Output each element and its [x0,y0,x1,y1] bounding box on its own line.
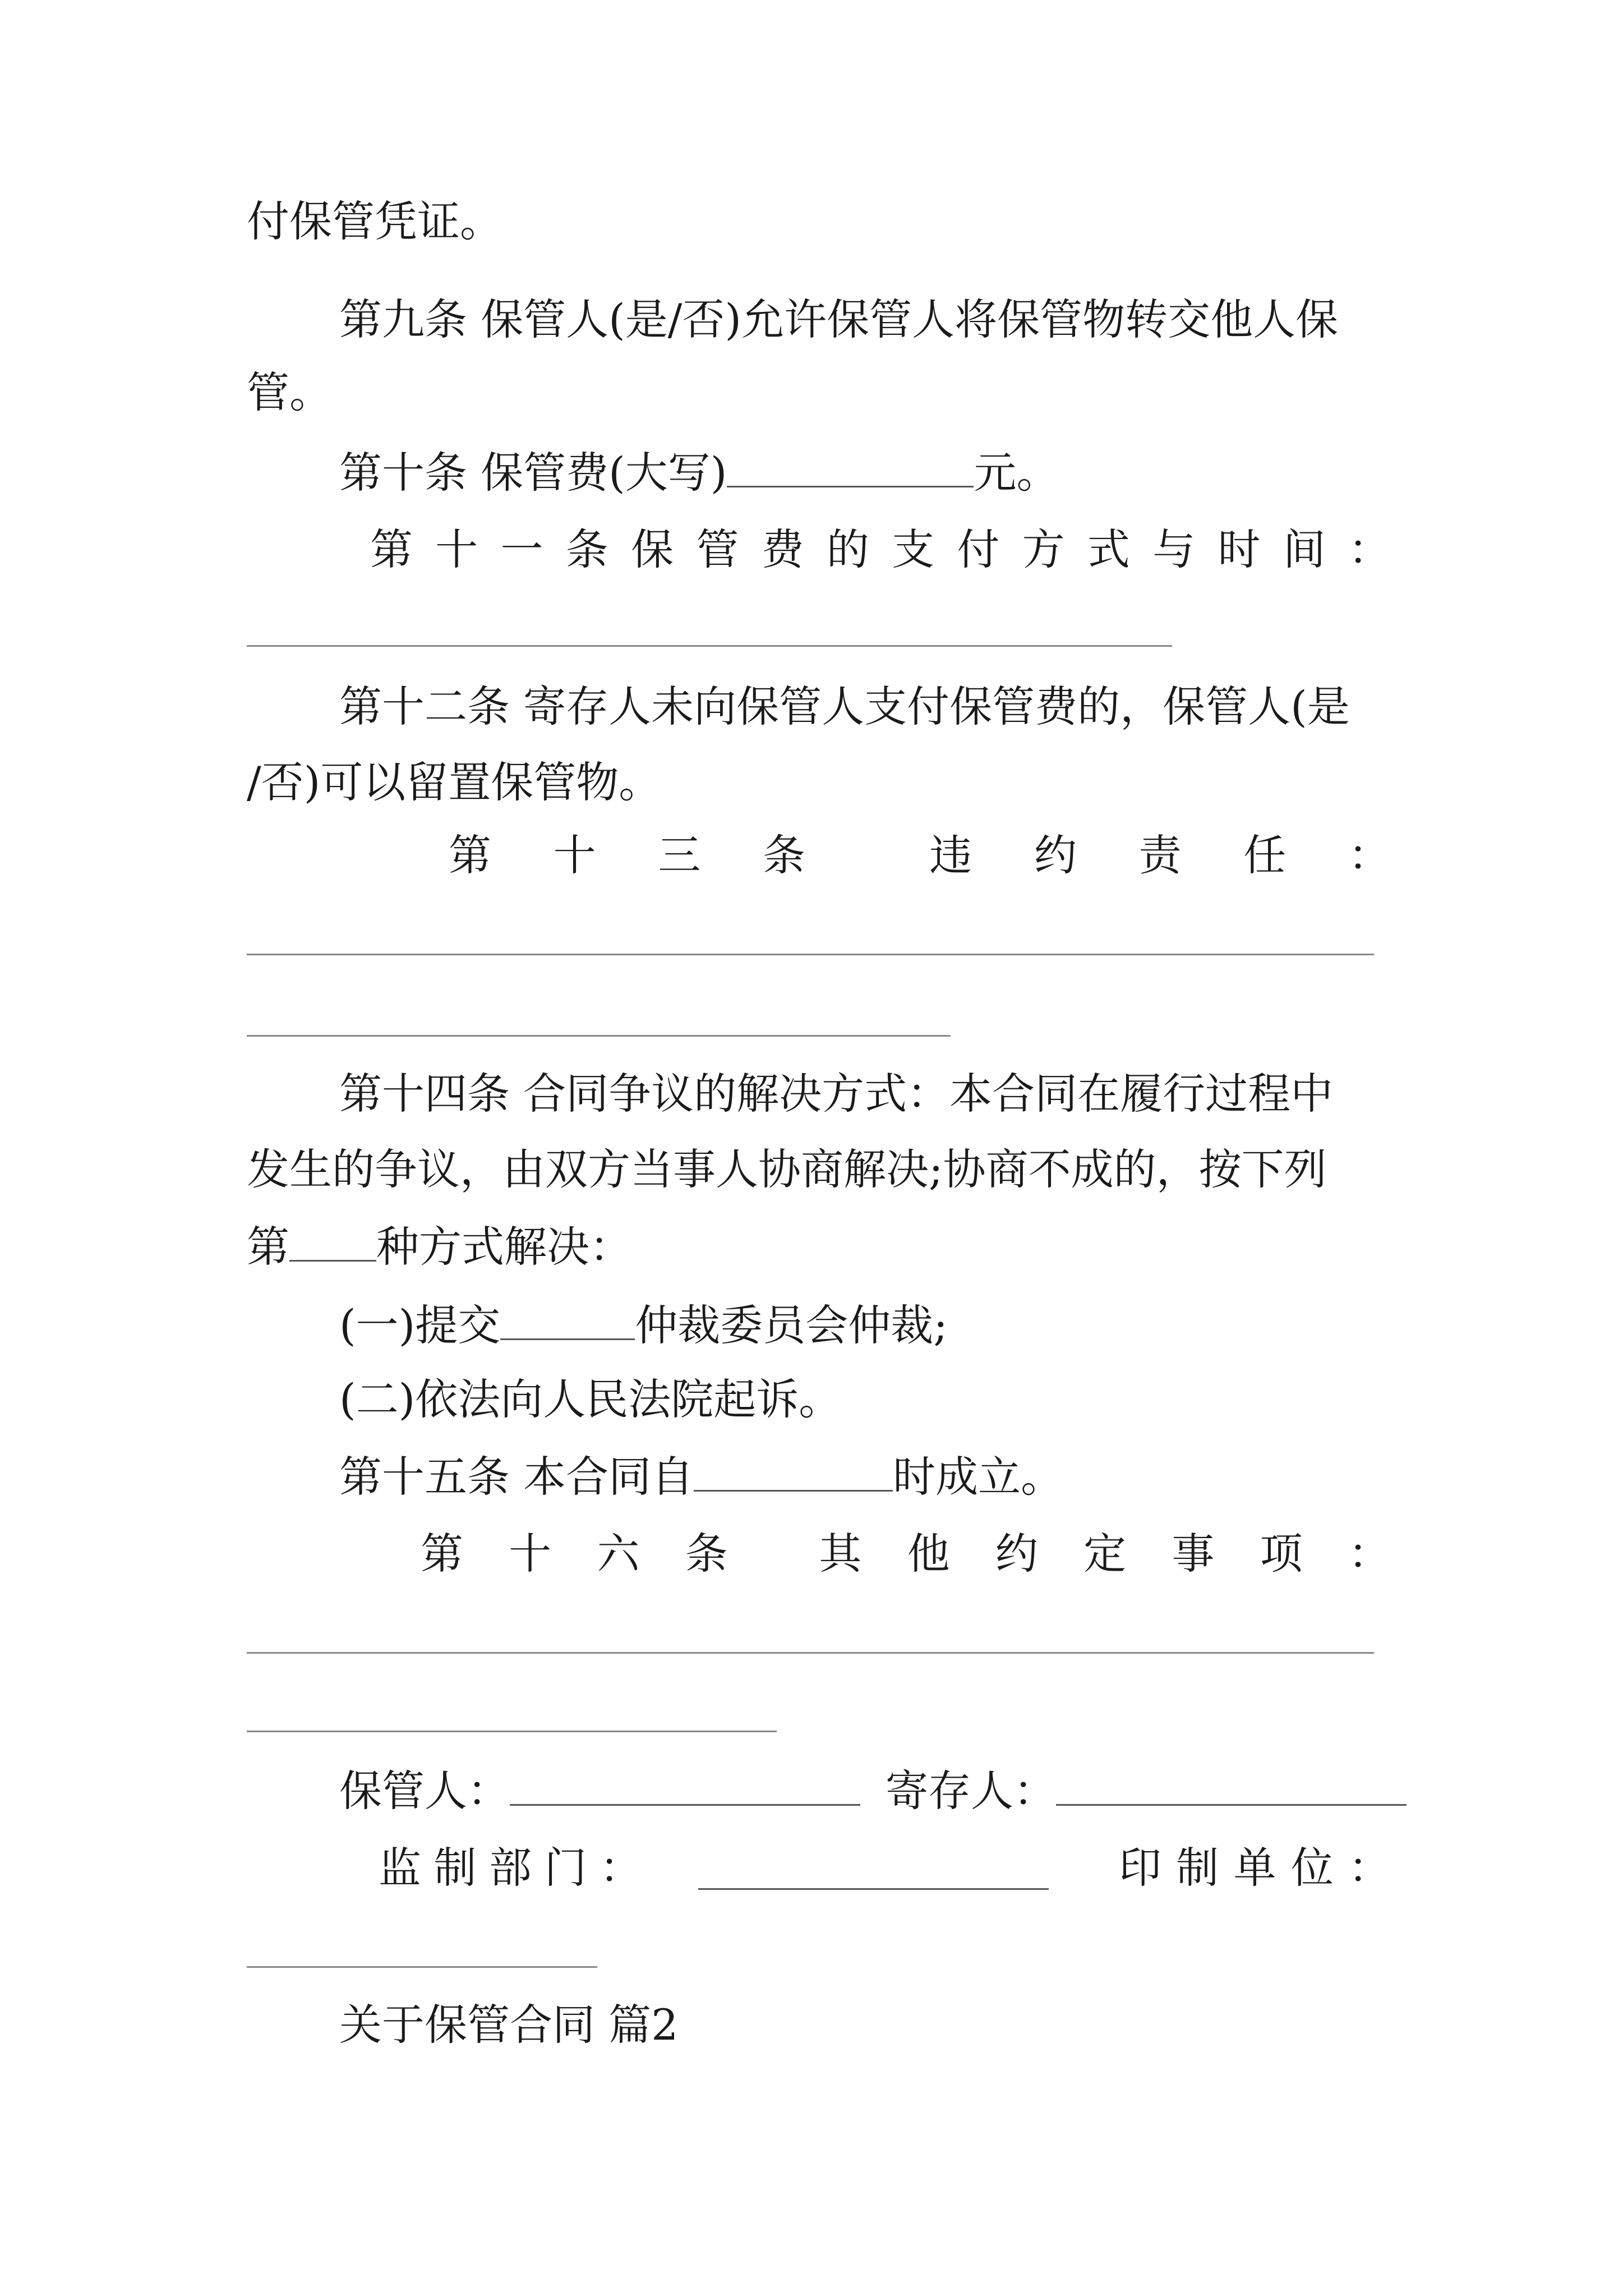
depositor-blank[interactable] [1056,1761,1407,1806]
blank-rule[interactable] [247,1731,777,1732]
blank-rule[interactable] [247,1035,951,1037]
spread-char: 部 [489,1843,532,1893]
article-10-line [339,443,1059,501]
spread-char: 时 [1218,524,1261,574]
spread-char: 其 [819,1529,862,1579]
spread-char: 制 [434,1843,477,1893]
spread-char: 门 [544,1843,587,1893]
article-9-line: 第九条 保管人(是/否)允许保管人将保管物转交他人保 [339,295,1339,344]
fee-blank[interactable] [727,443,974,487]
spread-char: 十 [553,830,596,880]
spread-char: 条 [762,830,805,880]
spread-char: 十 [435,524,478,574]
spread-char: 监 [379,1843,421,1893]
spread-char: 条 [685,1529,728,1579]
spread-char: 项 [1260,1529,1303,1579]
blank-rule[interactable] [247,954,1374,955]
spread-char: 事 [1172,1529,1215,1579]
article-16-line [421,1526,1391,1582]
text-segment: 时成立。 [893,1452,1064,1502]
spread-char: 定 [1083,1529,1127,1579]
spread-char: 任 [1243,830,1287,880]
spread-char: ： [1348,1529,1391,1579]
method-number-blank[interactable] [289,1217,376,1262]
text-segment: 第 [247,1222,289,1272]
effective-time-blank[interactable] [694,1447,893,1492]
spread-char: 第 [449,830,491,880]
spread-char: ： [1348,524,1391,574]
spread-char: 与 [1152,524,1196,574]
article-13-line [449,827,1391,884]
keeper-blank[interactable] [510,1761,860,1806]
option-2-line: (二)依法向人民法院起诉。 [339,1374,842,1424]
section-heading: 关于保管合同 篇2 [339,2000,679,2050]
spread-char: ： [1348,1843,1391,1893]
signature-line [339,1761,1407,1819]
article-10-unit: 元。 [974,448,1059,498]
blank-rule[interactable] [247,645,1172,647]
printer-blank[interactable] [247,1966,597,1968]
text-line [247,1217,632,1275]
text-segment: (一)提交 [339,1300,501,1350]
article-10-label: 第十条 保管费(大写) [339,448,727,498]
text-line: 发生的争议，由双方当事人协商解决;协商不成的，按下列 [247,1144,1327,1194]
spread-char: 第 [370,524,413,574]
blank-rule[interactable] [247,1652,1374,1654]
depositor-label: 寄存人： [886,1766,1056,1816]
spread-char: 印 [1119,1843,1161,1893]
spread-char: 管 [696,524,739,574]
spread-char: 一 [500,524,543,574]
spread-char: 责 [1138,830,1182,880]
article-15-line [339,1447,1063,1505]
arbitration-committee-blank[interactable] [500,1296,635,1340]
spread-char: 费 [761,524,804,574]
printer-label [1119,1840,1391,1896]
spread-char: 单 [1233,1843,1276,1893]
spread-char: 的 [826,524,869,574]
article-14-line: 第十四条 合同争议的解决方式：本合同在履行过程中 [339,1069,1334,1119]
supervisor-blank[interactable] [698,1846,1049,1890]
spread-char: 保 [631,524,674,574]
spread-char: 付 [957,524,1000,574]
text-segment: 仲裁委员会仲裁; [635,1300,948,1350]
spread-char: ： [1348,830,1391,880]
text-line: 管。 [247,367,332,417]
text-segment: 第十五条 本合同自 [339,1452,694,1502]
spread-char: 违 [929,830,972,880]
spread-char: 约 [1034,830,1077,880]
spread-char: 方 [1022,524,1065,574]
spread-char: 六 [597,1529,640,1579]
spread-char: 他 [907,1529,950,1579]
article-12-line: 第十二条 寄存人未向保管人支付保管费的，保管人(是 [339,682,1350,731]
spread-char: 支 [892,524,935,574]
spread-char: 十 [509,1529,552,1579]
spread-char: 位 [1290,1843,1334,1893]
spread-char: 三 [658,830,701,880]
text-line: /否)可以留置保管物。 [247,757,662,807]
spread-char: 条 [565,524,608,574]
keeper-label: 保管人： [339,1766,510,1816]
spread-char: 约 [995,1529,1038,1579]
text-line: 付保管凭证。 [247,196,502,246]
spread-char: ： [600,1843,642,1893]
spread-char: 式 [1087,524,1130,574]
spread-char: 第 [421,1529,463,1579]
spread-char: 制 [1176,1843,1219,1893]
spread-char: 间 [1283,524,1326,574]
option-1-line [339,1296,948,1354]
article-11-line [370,522,1391,578]
supervisor-label [379,1840,642,1896]
text-segment: 种方式解决： [376,1222,632,1272]
